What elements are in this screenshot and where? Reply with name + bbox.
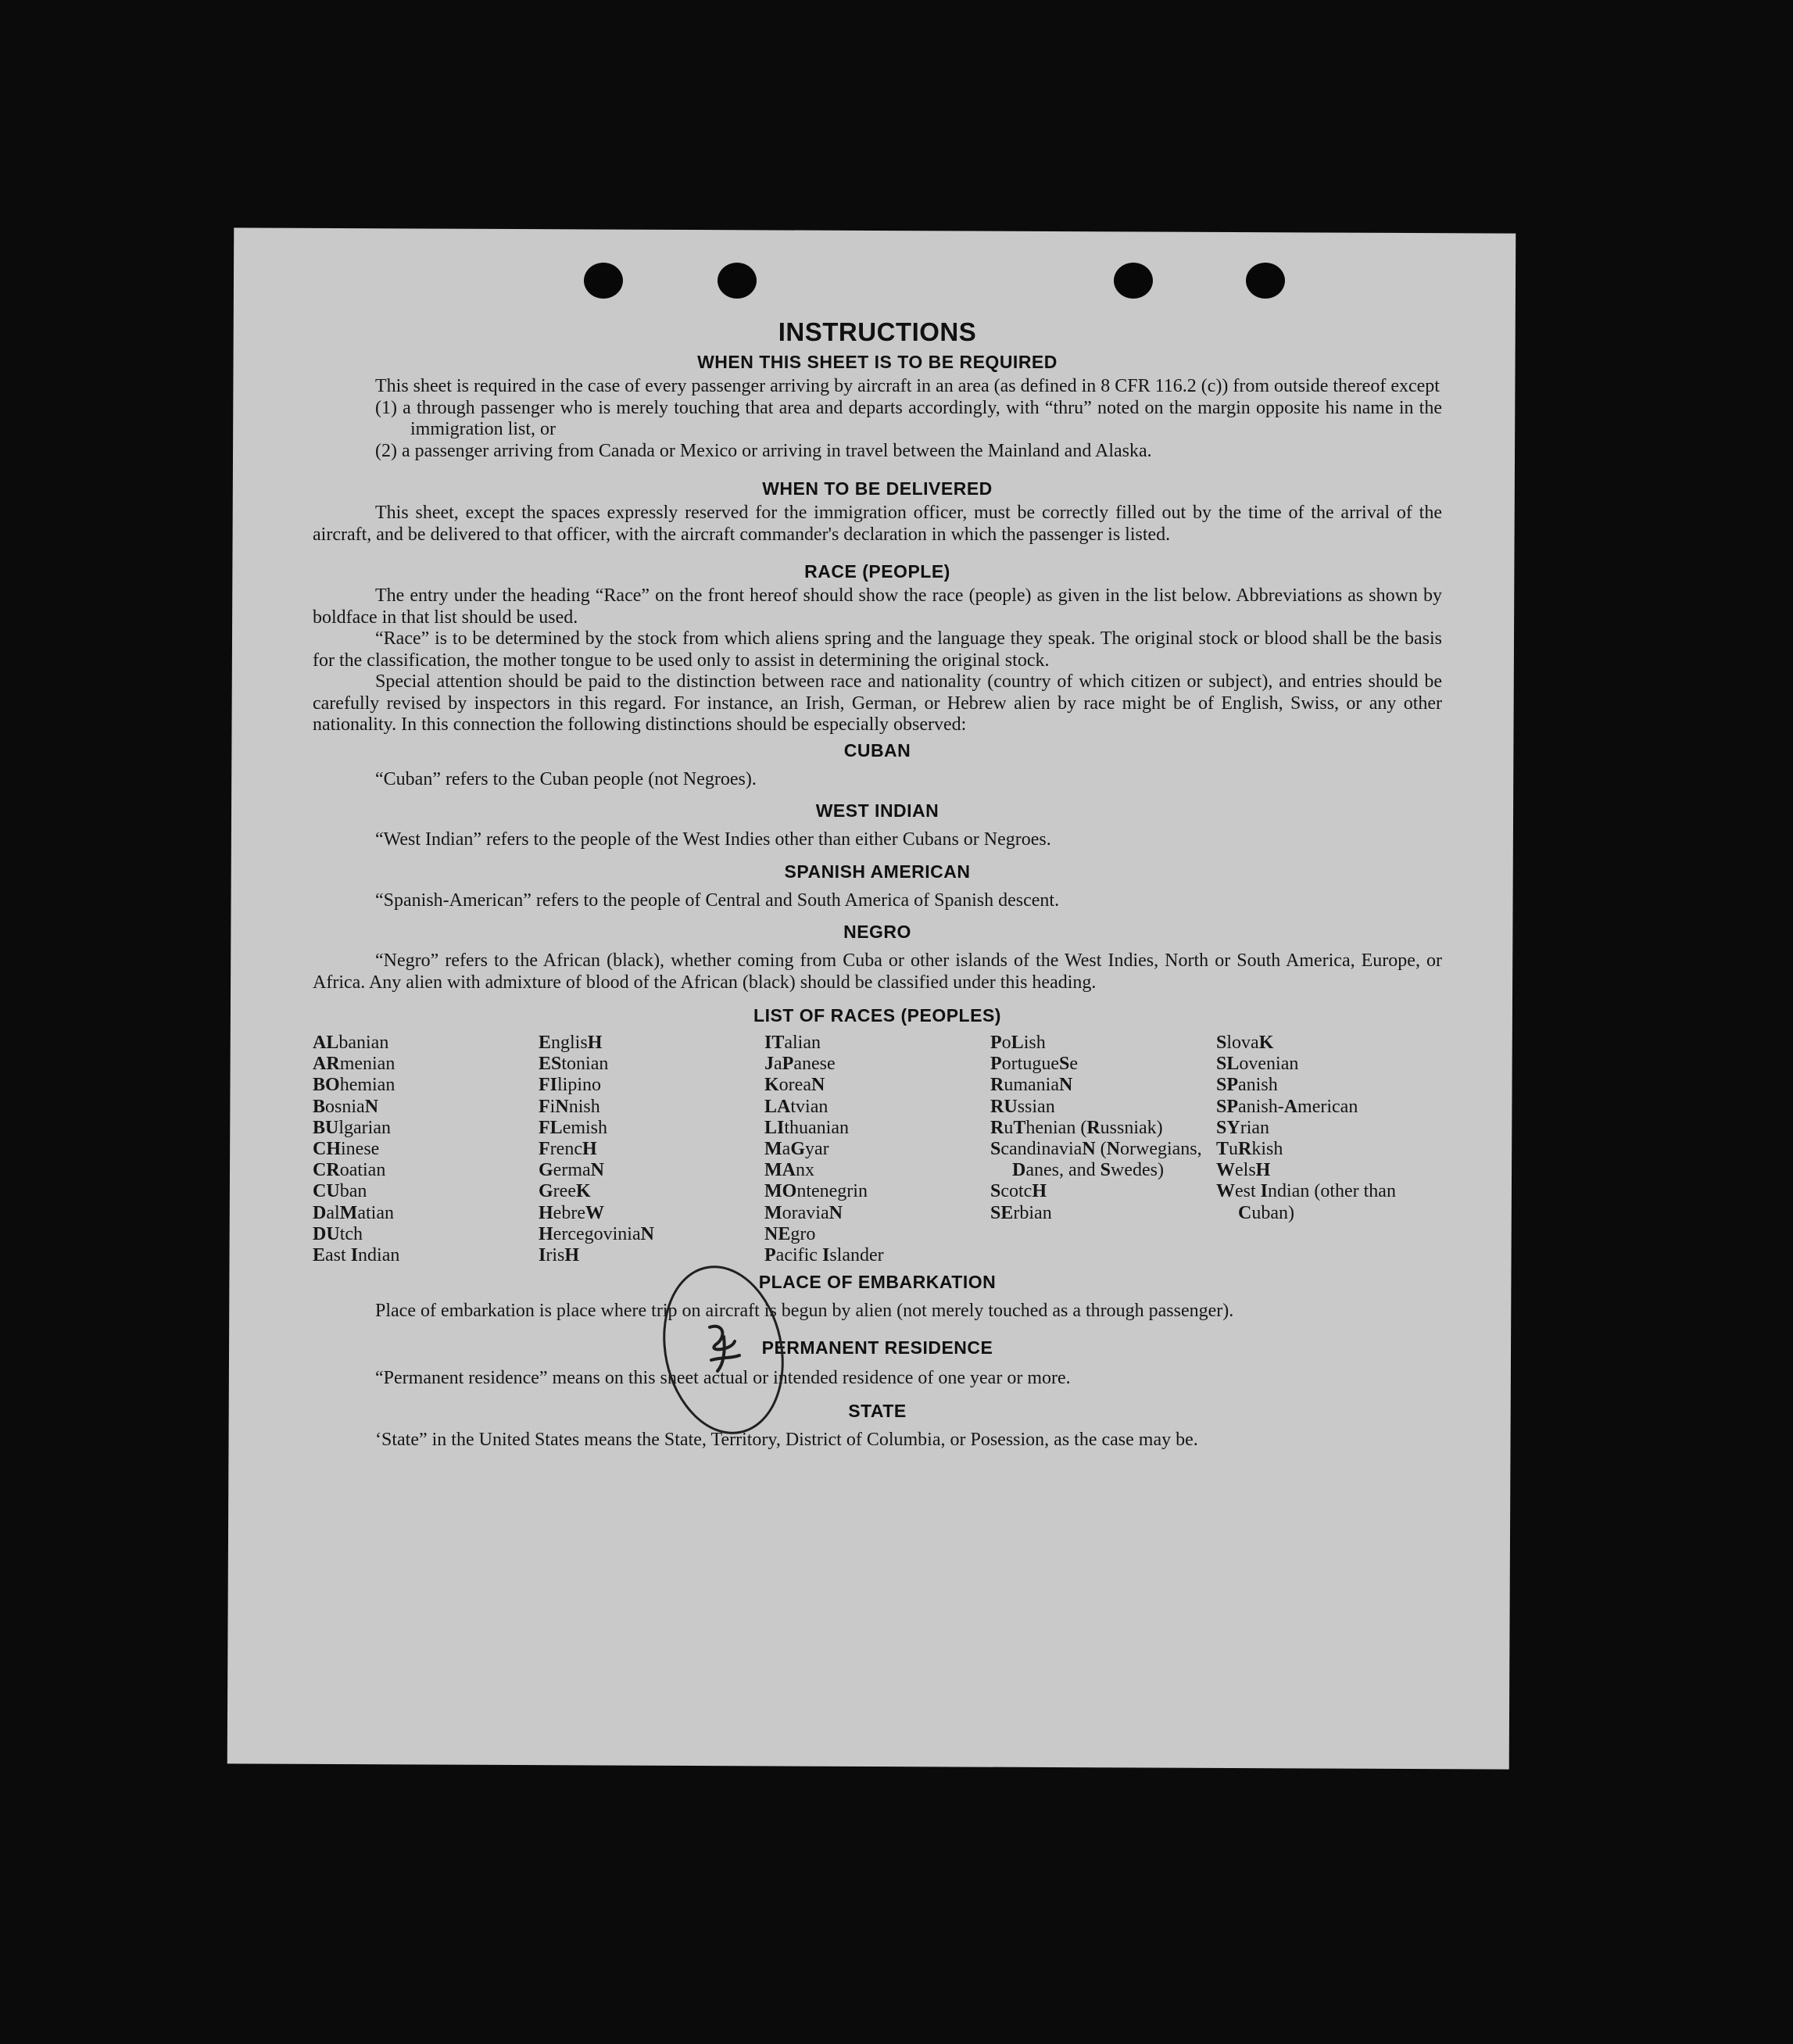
section-heading: WEST INDIAN bbox=[815, 800, 939, 821]
race-entry: TuRkish bbox=[1216, 1139, 1283, 1160]
race-entry: PortugueSe bbox=[990, 1054, 1078, 1075]
race-entry: CHinese bbox=[313, 1139, 380, 1160]
section-heading: WHEN THIS SHEET IS TO BE REQUIRED bbox=[697, 352, 1058, 372]
race-entry: DalMatian bbox=[313, 1202, 394, 1223]
paragraph: This sheet is required in the case of every passenger arriving by aircraft in an area (as defined in 8 CFR 116.2 (c)) from outside thereof except bbox=[375, 376, 1440, 396]
paragraph: The entry under the heading “Race” on the front hereof should show the race (people) as given in the list below. Abbreviations as shown by boldface in that list should be used. bbox=[313, 585, 1442, 628]
race-entry: EnglisH bbox=[539, 1033, 603, 1053]
race-entry: GermaN bbox=[539, 1160, 604, 1181]
race-entry: WelsH bbox=[1216, 1160, 1271, 1181]
race-entry: MAnx bbox=[764, 1160, 814, 1181]
paragraph: “Spanish-American” refers to the people of Central and South America of Spanish descent. bbox=[375, 890, 1060, 911]
race-entry: Pacific Islander bbox=[764, 1245, 884, 1266]
race-entry: SPanish-American bbox=[1216, 1096, 1358, 1117]
section-heading: PLACE OF EMBARKATION bbox=[758, 1272, 997, 1293]
paragraph: “West Indian” refers to the people of the West Indies other than either Cubans or Negroes. bbox=[375, 829, 1051, 850]
race-entry: IrisH bbox=[539, 1245, 580, 1266]
list-item: (1) a through passenger who is merely touching that area and departs accordingly, with “thru” noted on the margin opposite his name in the immigration list, or bbox=[375, 397, 1442, 439]
race-entry: PoLish bbox=[990, 1033, 1046, 1053]
race-entry: SLovenian bbox=[1216, 1054, 1299, 1075]
races-table bbox=[313, 1033, 1442, 1266]
section-heading: CUBAN bbox=[843, 739, 911, 761]
race-entry: SErbian bbox=[990, 1202, 1052, 1223]
race-entry: MOntenegrin bbox=[764, 1181, 868, 1202]
paragraph: “Permanent residence” means on this sheet actual or intended residence of one year or more. bbox=[375, 1367, 1071, 1388]
races-column bbox=[764, 1033, 990, 1266]
race-entry: BUlgarian bbox=[313, 1117, 391, 1138]
race-entry: CUban bbox=[313, 1181, 367, 1202]
race-entry: West Indian (other than Cuban) bbox=[1216, 1181, 1396, 1223]
races-column bbox=[990, 1033, 1216, 1266]
race-entry: ARmenian bbox=[313, 1054, 395, 1075]
race-entry: MaGyar bbox=[764, 1139, 829, 1160]
section-heading: LIST OF RACES (PEOPLES) bbox=[753, 1005, 1001, 1026]
race-entry: ITalian bbox=[764, 1033, 821, 1053]
paragraph: ‘State” in the United States means the State, Territory, District of Columbia, or Posession, as the case may be. bbox=[375, 1430, 1198, 1451]
race-entry: SPanish bbox=[1216, 1075, 1278, 1096]
race-entry: MoraviaN bbox=[764, 1202, 843, 1223]
race-entry: NEgro bbox=[764, 1223, 816, 1244]
punch-hole bbox=[584, 263, 623, 299]
paragraph: “Cuban” refers to the Cuban people (not Negroes). bbox=[375, 768, 757, 789]
race-entry: EStonian bbox=[539, 1054, 609, 1075]
paragraph: Special attention should be paid to the distinction between race and nationality (country of which citizen or subject), and entries should be carefully revised by inspectors in this regard. For instance, an Irish, German, or Hebrew alien by race might be of English, Swiss, or any other nationality. In this connection the following distinctions should be especially observed: bbox=[313, 671, 1442, 735]
handwritten-initials bbox=[700, 1321, 747, 1376]
punch-hole bbox=[1246, 263, 1285, 299]
race-entry: HebreW bbox=[539, 1202, 604, 1223]
race-entry: ALbanian bbox=[313, 1033, 389, 1053]
race-entry: LAtvian bbox=[764, 1096, 829, 1117]
race-entry: KoreaN bbox=[764, 1075, 825, 1096]
race-entry: JaPanese bbox=[764, 1054, 836, 1075]
paragraph: Place of embarkation is place where trip on aircraft is begun by alien (not merely touched as a through passenger). bbox=[375, 1301, 1234, 1322]
race-entry: RuThenian (Russniak) bbox=[990, 1117, 1163, 1138]
paragraph: This sheet, except the spaces expressly reserved for the immigration officer, must be correctly filled out by the time of the arrival of the aircraft, and be delivered to that officer, with the aircraft commander's declaration in which the passenger is listed. bbox=[313, 503, 1442, 545]
races-column bbox=[539, 1033, 764, 1266]
instructions-content bbox=[313, 317, 1442, 1452]
race-entry: BosniaN bbox=[313, 1096, 379, 1117]
race-entry: RUssian bbox=[990, 1096, 1055, 1117]
race-entry: GreeK bbox=[539, 1181, 591, 1202]
race-entry: BOhemian bbox=[313, 1075, 395, 1096]
race-entry: FIlipino bbox=[539, 1075, 602, 1096]
race-entry: ScandinaviaN (Norwegians, Danes, and Swedes) bbox=[990, 1139, 1202, 1181]
race-entry: FrencH bbox=[539, 1139, 597, 1160]
section-heading: STATE bbox=[848, 1401, 907, 1422]
page-title: INSTRUCTIONS bbox=[778, 317, 977, 346]
race-entry: DUtch bbox=[313, 1223, 363, 1244]
races-column bbox=[1216, 1033, 1442, 1266]
race-entry: East Indian bbox=[313, 1245, 400, 1266]
race-entry: RumaniaN bbox=[990, 1075, 1073, 1096]
punch-hole bbox=[1114, 263, 1153, 299]
paragraph: “Race” is to be determined by the stock from which aliens spring and the language they speak. The original stock or blood shall be the basis for the classification, the mother tongue to be used only to assist in determining the original stock. bbox=[313, 628, 1442, 671]
race-entry: SlovaK bbox=[1216, 1033, 1274, 1053]
race-entry: ScotcH bbox=[990, 1181, 1047, 1202]
section-heading: RACE (PEOPLE) bbox=[804, 561, 950, 582]
section-heading: WHEN TO BE DELIVERED bbox=[762, 478, 993, 499]
paragraph: “Negro” refers to the African (black), whether coming from Cuba or other islands of the West Indies, North or South America, Europe, or Africa. Any alien with admixture of blood of the African (black) should be classified under this heading. bbox=[313, 950, 1442, 993]
punch-hole bbox=[718, 263, 757, 299]
section-heading: SPANISH AMERICAN bbox=[784, 861, 971, 882]
race-entry: FiNnish bbox=[539, 1096, 600, 1117]
list-item: (2) a passenger arriving from Canada or Mexico or arriving in travel between the Mainland and Alaska. bbox=[375, 440, 1152, 461]
race-entry: CRoatian bbox=[313, 1160, 386, 1181]
section-heading: NEGRO bbox=[843, 922, 911, 942]
race-entry: FLemish bbox=[539, 1117, 608, 1138]
races-column bbox=[313, 1033, 539, 1266]
race-entry: LIthuanian bbox=[764, 1117, 849, 1138]
race-entry: HercegoviniaN bbox=[539, 1223, 654, 1244]
race-entry: SYrian bbox=[1216, 1117, 1270, 1138]
section-heading: PERMANENT RESIDENCE bbox=[761, 1337, 993, 1358]
